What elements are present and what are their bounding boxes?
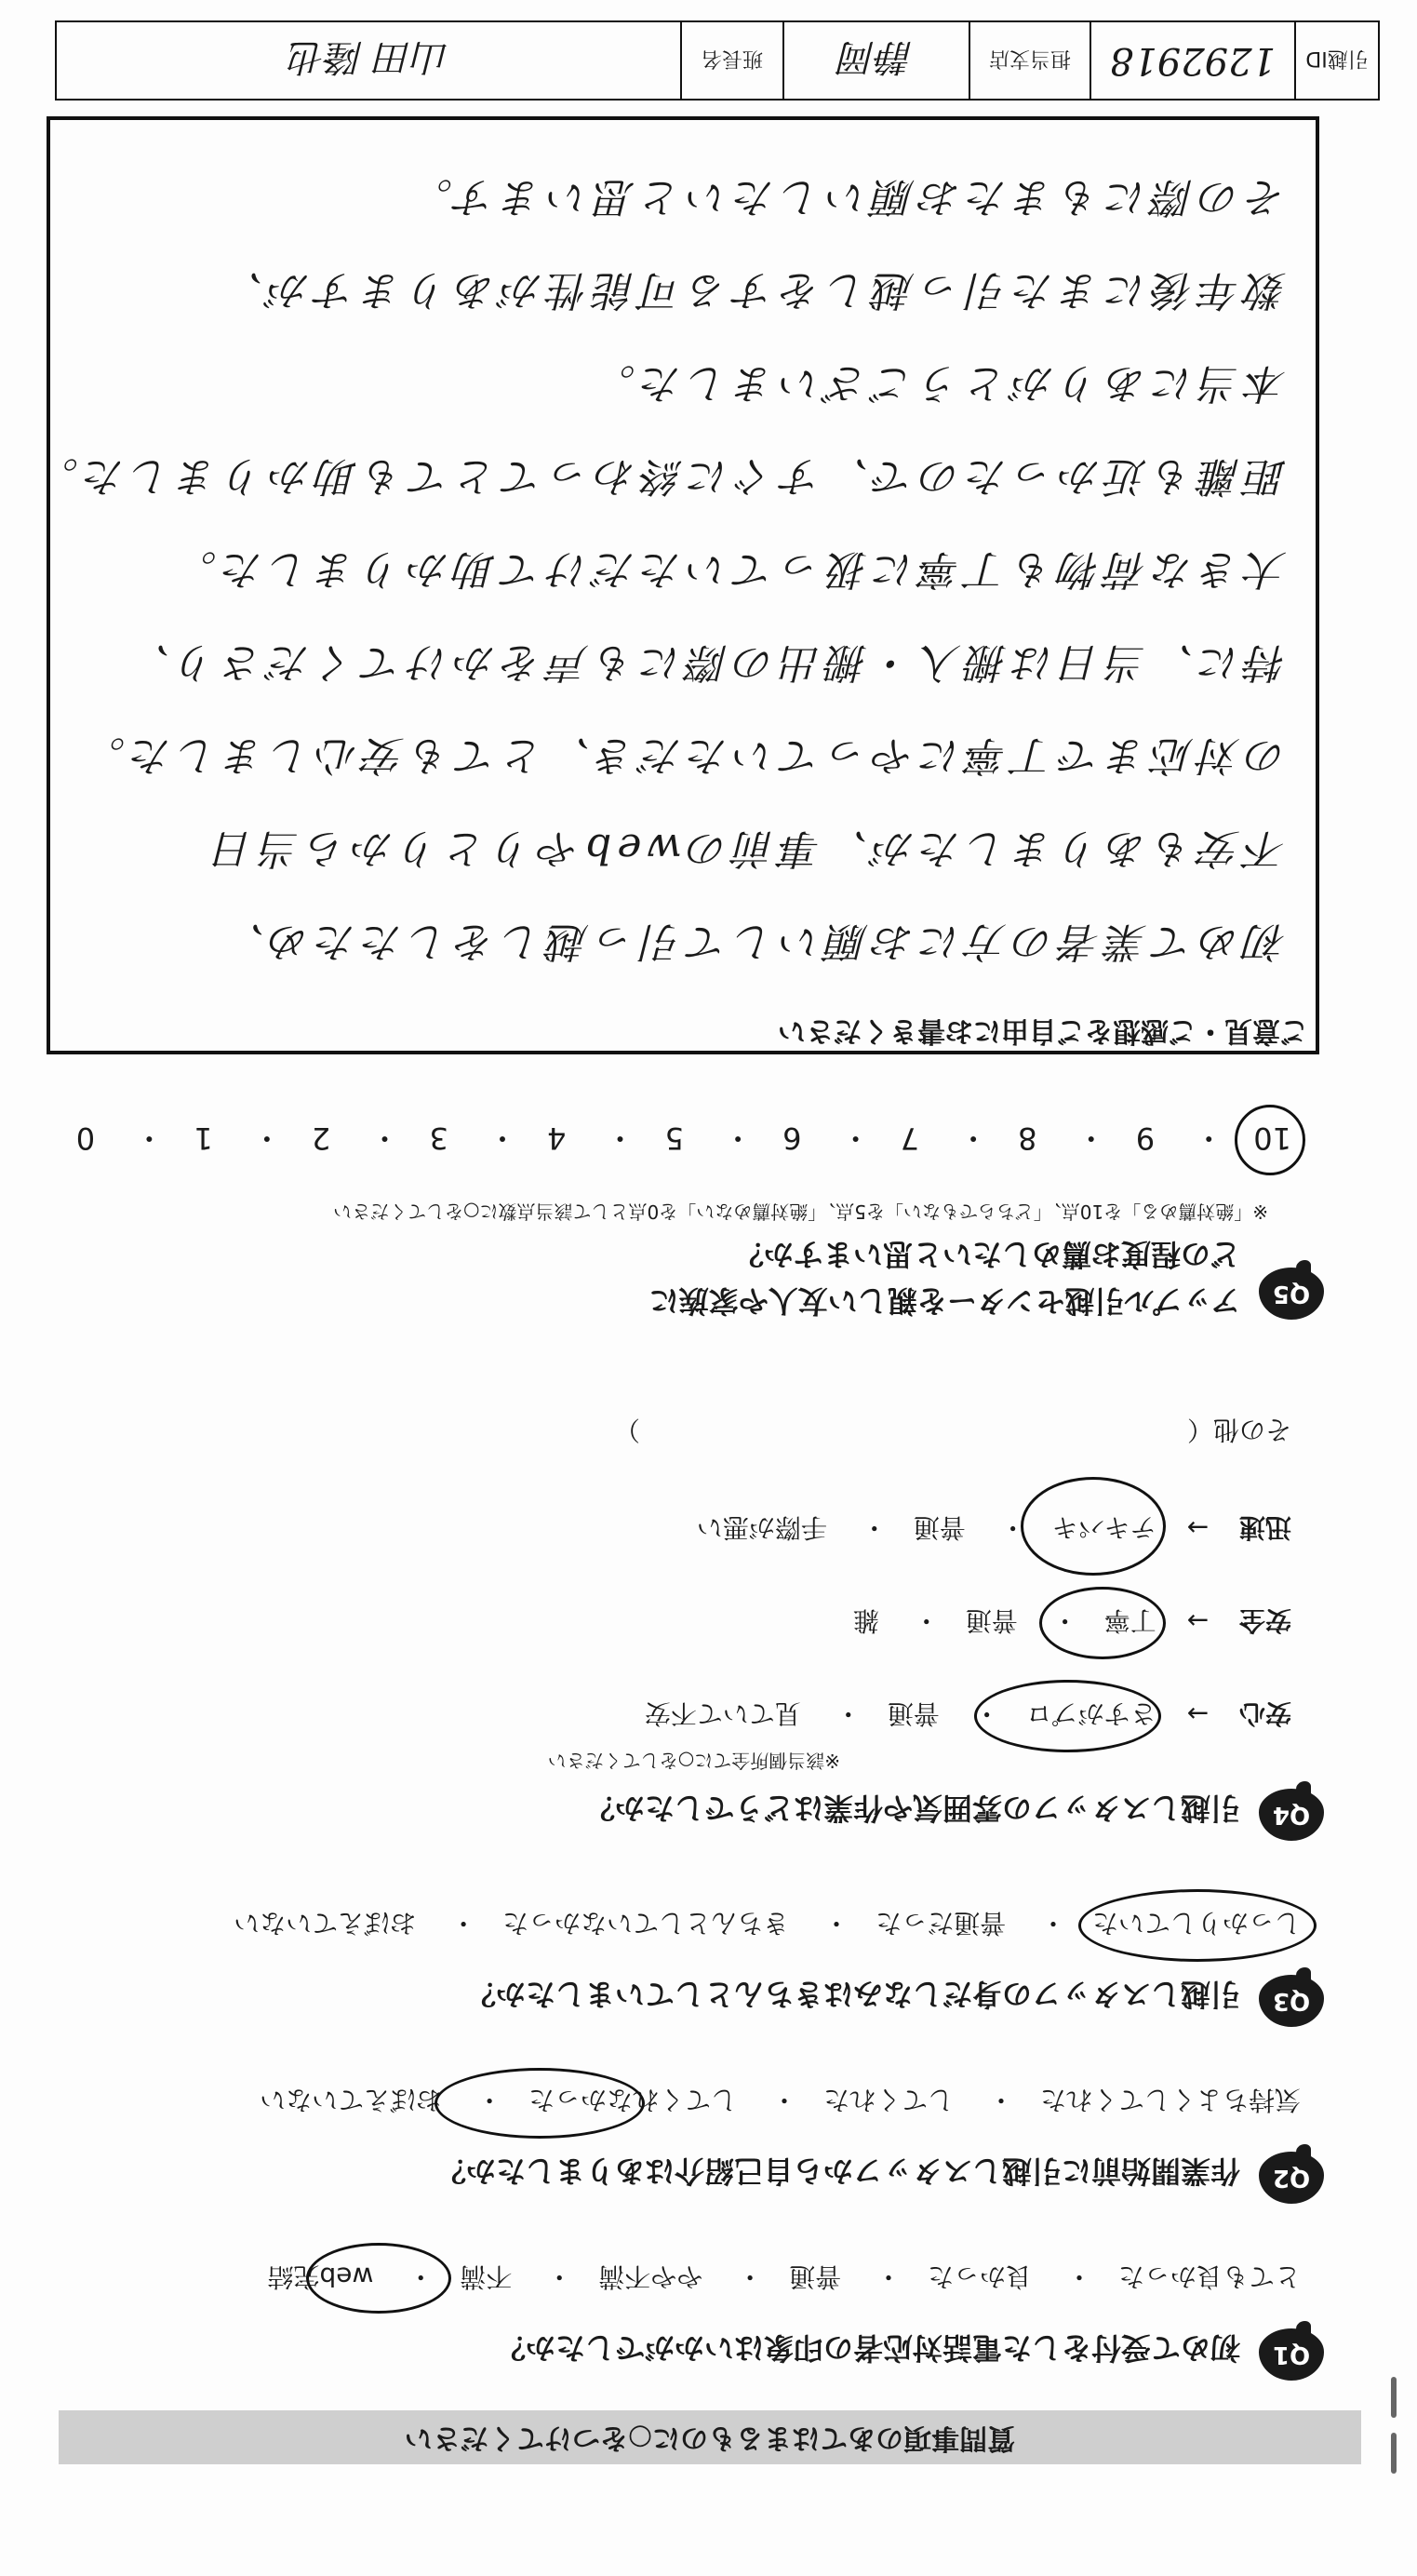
- instruction-banner: [59, 2410, 1361, 2464]
- q3-option[interactable]: きちんとしていなかった: [502, 1908, 790, 1939]
- q4-note: ※該当個所全てに○をしてください: [547, 1750, 840, 1772]
- q1-option[interactable]: 不満: [460, 2261, 513, 2292]
- q1-option[interactable]: web完結: [267, 2261, 374, 2292]
- q5-score[interactable]: 5: [664, 1120, 684, 1156]
- q1-badge: [1251, 2323, 1324, 2381]
- q5-scale: 10 ・ 9 ・ 8 ・ 7 ・ 6 ・ 5 ・ 4 ・ 3 ・ 2 ・ 1 ・ 0: [75, 1120, 1291, 1156]
- q3-badge: [1251, 1969, 1324, 2027]
- arrow-icon: →: [1186, 1698, 1210, 1729]
- q5-number: Q5: [1272, 1280, 1311, 1308]
- q1-selection-circle: [306, 2243, 451, 2314]
- comment-line: の対応まで丁寧にやっていただき、とても安心しました。: [78, 731, 1287, 779]
- q3-option[interactable]: しっかりしていた: [1091, 1908, 1301, 1939]
- q4-option[interactable]: 雑: [852, 1605, 879, 1636]
- q2-option[interactable]: 気持ちよくしてくれた: [1039, 2085, 1301, 2115]
- q4-anshin-circle: [974, 1680, 1161, 1752]
- q4-row-label: 安全: [1238, 1605, 1291, 1636]
- id-label: 引越ID: [1294, 22, 1378, 99]
- comment-line: 距離も近かったので、すぐに終わってとても助かりました。: [32, 452, 1287, 500]
- q5-score[interactable]: 7: [900, 1120, 919, 1156]
- q5-question-line2: どの程度お薦めしたいと思いますか？: [733, 1237, 1240, 1272]
- staple-mark: [1391, 2377, 1397, 2418]
- q5-score[interactable]: 10: [1253, 1120, 1291, 1156]
- q4-other[interactable]: その他（ ）: [613, 1415, 1291, 1445]
- q2-options: 気持ちよくしてくれた ・ してくれた ・ してくれなかった ・ おぼえていない: [260, 2085, 1301, 2115]
- q4-anzen-circle: [1039, 1587, 1166, 1659]
- q5-score[interactable]: 9: [1135, 1120, 1156, 1156]
- q5-badge: [1251, 1262, 1324, 1320]
- q4-option[interactable]: さすがプロ: [1025, 1698, 1156, 1729]
- q4-option[interactable]: 手際が悪い: [696, 1512, 827, 1543]
- leader-label: 班長名: [680, 22, 782, 99]
- q5-question-line1: アップル引越センターを親しい友人や家族に: [648, 1283, 1240, 1319]
- comment-line: 初めて業者の方にお願いして引っ越しをしたため、: [218, 918, 1287, 965]
- instruction-text: 質問事項のあてはまるものに○をつけてください: [404, 2422, 1016, 2454]
- q4-row-label: 迅速: [1238, 1512, 1291, 1543]
- id-table: [55, 20, 1380, 101]
- q4-jinsoku-circle: [1021, 1477, 1166, 1576]
- q1-options: とても良かった ・ 良かった ・ 普通 ・ やや不満 ・ 不満 ・ web完結: [267, 2261, 1301, 2292]
- branch-label: 担当支店: [969, 22, 1089, 99]
- id-value: 1292918: [1089, 22, 1294, 99]
- comment-line: 本当にありがとうございました。: [589, 359, 1287, 407]
- q4-option[interactable]: テキパキ: [1051, 1512, 1156, 1543]
- q1-option[interactable]: とても良かった: [1117, 2261, 1301, 2292]
- q4-option[interactable]: 普通: [965, 1605, 1018, 1636]
- q4-option[interactable]: 見ていて不安: [644, 1698, 801, 1729]
- q3-number: Q3: [1272, 1987, 1311, 2015]
- q2-option[interactable]: おぼえていない: [260, 2085, 443, 2115]
- comment-line: 特に、当日は搬入・搬出の際にも声をかけてくださり、: [124, 638, 1287, 686]
- comment-line: 大きな荷物も丁寧に扱っていただけて助かりました。: [170, 545, 1287, 593]
- q1-option[interactable]: 良かった: [928, 2261, 1033, 2292]
- q5-score[interactable]: 8: [1018, 1120, 1037, 1156]
- q4-row-anzen: 安全 → 丁寧 ・ 普通 ・ 雑: [852, 1605, 1291, 1636]
- q2-question: 作業開始前に引越しスタッフから自己紹介はありましたか？: [435, 2153, 1240, 2189]
- comment-line: 不安もありましたが、事前のwebやりとりから当日: [207, 825, 1287, 872]
- q4-question: 引越しスタッフの雰囲気や作業はどうでしたか？: [584, 1791, 1240, 1826]
- q3-option[interactable]: おぼえていない: [234, 1908, 417, 1939]
- q4-option[interactable]: 普通: [887, 1698, 940, 1729]
- q4-row-jinsoku: 迅速 → テキパキ ・ 普通 ・ 手際が悪い: [696, 1512, 1291, 1543]
- q4-option[interactable]: 普通: [913, 1512, 966, 1543]
- q4-option[interactable]: 丁寧: [1103, 1605, 1156, 1636]
- q4-row-label: 安心: [1238, 1698, 1291, 1729]
- q5-score[interactable]: 4: [547, 1120, 567, 1156]
- q4-row-anshin: 安心 → さすがプロ ・ 普通 ・ 見ていて不安: [644, 1698, 1291, 1729]
- arrow-icon: →: [1186, 1512, 1210, 1543]
- q2-option[interactable]: してくれた: [823, 2085, 955, 2115]
- q2-badge: [1251, 2146, 1324, 2204]
- q5-selection-circle: [1235, 1105, 1305, 1175]
- comment-line: 数年後にまた引っ越しをする可能性がありますが、: [217, 266, 1287, 314]
- comment-line: その際にもまたお願いしたいと思います。: [406, 173, 1287, 221]
- comment-title: ご意見・ご感想をご自由にお書きください: [778, 1014, 1308, 1047]
- q2-selection-circle: [434, 2068, 645, 2139]
- q5-score[interactable]: 1: [194, 1120, 213, 1156]
- q4-number: Q4: [1272, 1801, 1311, 1829]
- q5-score[interactable]: 6: [782, 1120, 802, 1156]
- branch-value: 静岡: [782, 22, 969, 99]
- q3-options: しっかりしていた ・ 普通だった ・ きちんとしていなかった ・ おぼえていない: [234, 1908, 1301, 1939]
- q2-number: Q2: [1272, 2164, 1311, 2192]
- q1-option[interactable]: 普通: [789, 2261, 842, 2292]
- q3-selection-circle: [1078, 1889, 1317, 1962]
- q5-score[interactable]: 0: [75, 1120, 96, 1156]
- leader-value: 山田 隆也: [288, 35, 450, 79]
- q2-option[interactable]: してくれなかった: [528, 2085, 738, 2115]
- q5-note: ※「絶対薦める」を10点、「どちらでもない」を5点、「絶対薦めない」を0点として該当点数に○をしてください: [333, 1201, 1268, 1223]
- q4-badge: [1251, 1783, 1324, 1841]
- q3-option[interactable]: 普通だった: [876, 1908, 1007, 1939]
- q1-option[interactable]: やや不満: [598, 2261, 703, 2292]
- q1-question: 初めて受付をした電話対応者の印象はいかがでしたか？: [495, 2330, 1240, 2366]
- arrow-icon: →: [1186, 1605, 1210, 1636]
- staple-mark: [1391, 2433, 1397, 2474]
- q3-question: 引越しスタッフの身だしなみはきちんとしていましたか？: [465, 1977, 1240, 2012]
- q5-score[interactable]: 3: [429, 1120, 448, 1156]
- q1-number: Q1: [1272, 2341, 1311, 2368]
- q5-score[interactable]: 2: [311, 1120, 331, 1156]
